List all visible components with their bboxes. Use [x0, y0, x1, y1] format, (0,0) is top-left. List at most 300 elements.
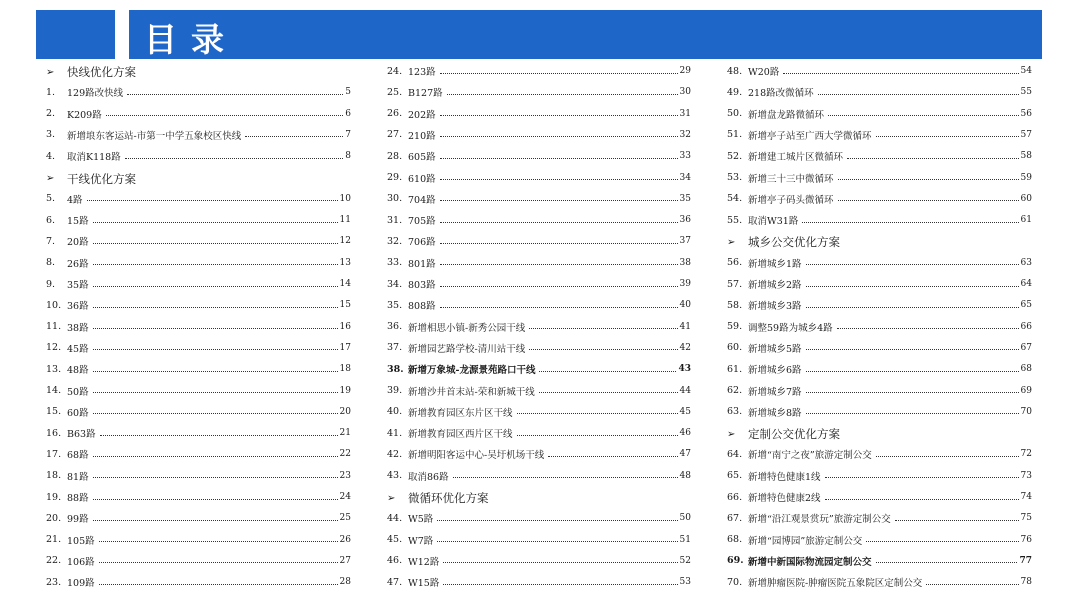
entry-label: 210路	[408, 130, 436, 142]
entry-page-number: 56	[1020, 108, 1032, 119]
entry-label: 新增园艺路学校-清川站干线	[408, 343, 526, 355]
entry-number: 32.	[387, 235, 403, 247]
entry-page-number: 5	[345, 87, 351, 98]
entry-number: 4.	[46, 150, 56, 162]
section-label: 干线优化方案	[67, 171, 136, 186]
toc-entry[interactable]	[387, 360, 691, 378]
entry-label: 81路	[67, 471, 89, 483]
entry-label: 调整59路为城乡4路	[748, 322, 833, 334]
entry-number: 57.	[727, 278, 743, 290]
entry-number: 1.	[46, 86, 56, 98]
entry-page-number: 68	[1020, 364, 1032, 375]
entry-page-number: 75	[1020, 513, 1032, 524]
entry-number: 25.	[387, 86, 403, 98]
dot-leader	[517, 435, 678, 436]
toc-entry[interactable]	[46, 445, 351, 463]
toc-entry[interactable]	[727, 62, 1032, 80]
entry-number: 22.	[46, 555, 62, 567]
toc-entry[interactable]	[387, 318, 691, 336]
entry-label: 新增城乡6路	[748, 365, 802, 377]
entry-number: 41.	[387, 427, 403, 439]
dot-leader	[93, 243, 338, 244]
entry-label: 新增“园博园”旅游定制公交	[748, 535, 863, 547]
toc-entry[interactable]	[727, 105, 1032, 123]
entry-number: 61.	[727, 363, 743, 375]
entry-page-number: 77	[1019, 555, 1032, 566]
entry-number: 35.	[387, 299, 403, 311]
dot-leader	[125, 158, 344, 159]
entry-page-number: 61	[1020, 215, 1032, 226]
entry-page-number: 37	[679, 236, 691, 247]
entry-label: W12路	[408, 556, 440, 568]
toc-entry[interactable]	[46, 190, 351, 208]
entry-page-number: 54	[1020, 66, 1032, 76]
entry-label: 20路	[67, 237, 89, 249]
entry-label: 36路	[67, 301, 89, 313]
toc-entry[interactable]	[46, 211, 351, 229]
dot-leader	[93, 222, 338, 223]
entry-label: 45路	[67, 343, 89, 355]
entry-label: W7路	[408, 535, 434, 547]
entry-number: 28.	[387, 150, 403, 162]
entry-page-number: 64	[1020, 279, 1032, 289]
dot-leader	[806, 371, 1019, 372]
entry-number: 64.	[727, 448, 743, 460]
entry-number: 52.	[727, 150, 743, 162]
dot-leader	[437, 520, 677, 521]
entry-number: 60.	[727, 342, 743, 354]
entry-number: 20.	[46, 512, 62, 524]
toc-entry[interactable]	[387, 424, 691, 442]
dot-leader	[806, 349, 1019, 350]
toc-entry[interactable]	[387, 552, 691, 570]
section-heading	[46, 169, 351, 189]
toc-entry[interactable]	[46, 403, 351, 421]
entry-number: 47.	[387, 576, 403, 588]
arrow-bullet-icon: ➢	[46, 66, 55, 78]
dot-leader	[93, 371, 338, 372]
toc-entry[interactable]	[46, 339, 351, 357]
entry-page-number: 29	[679, 66, 691, 76]
toc-entry[interactable]	[727, 509, 1032, 527]
entry-label: 新增教育园区西片区干线	[408, 429, 513, 441]
toc-entry[interactable]	[387, 147, 691, 165]
entry-page-number: 40	[679, 300, 691, 311]
dot-leader	[876, 456, 1019, 457]
entry-page-number: 73	[1020, 470, 1032, 481]
entry-page-number: 31	[679, 108, 691, 119]
toc-entry[interactable]	[387, 254, 691, 272]
page-title: 目录	[144, 20, 238, 59]
entry-page-number: 53	[679, 577, 691, 588]
dot-leader	[99, 584, 338, 585]
toc-entry[interactable]	[387, 275, 691, 293]
dot-leader	[806, 264, 1019, 265]
dot-leader	[806, 307, 1019, 308]
dot-leader	[93, 456, 338, 457]
dot-leader	[93, 328, 338, 329]
dot-leader	[440, 179, 678, 180]
toc-entry[interactable]	[46, 105, 351, 123]
entry-number: 8.	[46, 257, 56, 269]
entry-number: 70.	[727, 576, 743, 588]
entry-page-number: 12	[339, 236, 351, 247]
entry-label: 新增特色健康1线	[748, 471, 821, 483]
dot-leader	[93, 264, 338, 265]
toc-entry[interactable]	[387, 169, 691, 187]
entry-page-number: 57	[1020, 129, 1032, 140]
entry-label: 新增“南宁之夜”旅游定制公交	[748, 450, 872, 462]
entry-label: 803路	[408, 280, 436, 291]
entry-page-number: 17	[339, 342, 351, 353]
toc-entry[interactable]	[727, 552, 1032, 570]
entry-number: 12.	[46, 342, 62, 354]
entry-label: 新增肿瘤医院-肿瘤医院五象院区定制公交	[748, 578, 923, 590]
entry-label: 新增亭子码头微循环	[748, 194, 834, 206]
entry-number: 40.	[387, 406, 403, 418]
dot-leader	[440, 200, 678, 201]
entry-number: 13.	[46, 363, 62, 375]
dot-leader	[93, 307, 338, 308]
entry-page-number: 19	[339, 385, 351, 396]
toc-entry[interactable]	[387, 467, 691, 485]
entry-page-number: 16	[339, 321, 351, 332]
dot-leader	[806, 392, 1019, 393]
toc-entry[interactable]	[727, 318, 1032, 336]
entry-number: 54.	[727, 193, 743, 205]
entry-number: 27.	[387, 129, 403, 141]
entry-number: 69.	[727, 555, 744, 567]
entry-page-number: 39	[679, 279, 691, 289]
entry-page-number: 72	[1020, 449, 1032, 460]
header-banner	[36, 10, 1042, 59]
entry-number: 24.	[387, 65, 403, 77]
dot-leader	[802, 222, 1018, 223]
toc-entry[interactable]	[46, 147, 351, 165]
entry-number: 11.	[46, 321, 62, 333]
toc-entry[interactable]	[727, 190, 1032, 208]
entry-number: 53.	[727, 172, 743, 183]
entry-label: 123路	[408, 67, 436, 78]
toc-entry[interactable]	[46, 318, 351, 336]
entry-label: 704路	[408, 194, 436, 206]
entry-label: 新增建工城片区微循环	[748, 152, 844, 164]
arrow-bullet-icon: ➢	[46, 173, 55, 184]
entry-number: 43.	[387, 470, 403, 482]
toc-entry[interactable]	[387, 83, 691, 101]
dot-leader	[93, 286, 338, 287]
entry-label: W15路	[408, 578, 440, 590]
dot-leader	[443, 584, 677, 585]
entry-number: 49.	[727, 86, 743, 98]
entry-label: 新增“沿江观景赏玩”旅游定制公交	[748, 514, 891, 526]
dot-leader	[440, 158, 678, 159]
entry-number: 34.	[387, 278, 403, 290]
entry-label: 705路	[408, 216, 436, 228]
dot-leader	[539, 392, 678, 393]
toc-entry[interactable]	[387, 105, 691, 123]
entry-page-number: 11	[339, 215, 351, 226]
entry-label: 48路	[67, 365, 89, 377]
entry-label: 605路	[408, 152, 436, 164]
entry-label: K209路	[67, 109, 102, 121]
entry-label: 808路	[408, 301, 436, 313]
entry-page-number: 74	[1020, 492, 1032, 502]
entry-number: 7.	[46, 235, 56, 247]
toc-entry[interactable]	[387, 531, 691, 549]
dot-leader	[93, 392, 338, 393]
toc-entry[interactable]	[727, 147, 1032, 165]
entry-page-number: 76	[1020, 534, 1032, 545]
entry-label: 新增埌东客运站-市第一中学五象校区快线	[67, 130, 242, 142]
toc-entry[interactable]	[727, 275, 1032, 293]
entry-label: 新增教育园区东片区干线	[408, 407, 513, 419]
dot-leader	[838, 179, 1019, 180]
entry-page-number: 22	[339, 449, 351, 460]
entry-label: 新增相思小镇-新秀公园干线	[408, 322, 526, 334]
toc-entry[interactable]	[46, 232, 351, 250]
toc-entry[interactable]	[727, 296, 1032, 314]
entry-label: 新增三十三中微循环	[748, 173, 834, 185]
dot-leader	[447, 94, 678, 95]
entry-number: 26.	[387, 108, 403, 120]
entry-number: 6.	[46, 214, 56, 226]
dot-leader	[440, 243, 678, 244]
entry-number: 29.	[387, 172, 403, 183]
dot-leader	[895, 520, 1019, 521]
toc-entry[interactable]	[727, 573, 1032, 591]
toc-entry[interactable]	[727, 339, 1032, 357]
entry-label: W5路	[408, 514, 434, 526]
dot-leader	[245, 136, 343, 137]
entry-number: 63.	[727, 406, 743, 418]
dot-leader	[93, 349, 338, 350]
dot-leader	[106, 115, 344, 116]
entry-label: 4路	[67, 194, 83, 206]
entry-number: 36.	[387, 321, 403, 333]
entry-page-number: 50	[679, 513, 691, 524]
toc-entry[interactable]	[727, 83, 1032, 101]
toc-entry[interactable]	[727, 488, 1032, 506]
entry-number: 55.	[727, 214, 743, 226]
dot-leader	[440, 264, 678, 265]
entry-label: 801路	[408, 258, 436, 270]
toc-entry[interactable]	[387, 339, 691, 357]
toc-entry[interactable]	[727, 531, 1032, 549]
dot-leader	[440, 136, 678, 137]
entry-number: 45.	[387, 534, 403, 546]
dot-leader	[837, 328, 1019, 329]
entry-label: 202路	[408, 109, 436, 121]
entry-number: 33.	[387, 257, 403, 269]
dot-leader	[453, 477, 678, 478]
entry-page-number: 6	[345, 108, 351, 119]
entry-number: 9.	[46, 278, 56, 290]
toc-entry[interactable]	[46, 296, 351, 314]
entry-label: 新增盘龙路微循环	[748, 109, 825, 121]
dot-leader	[806, 413, 1019, 414]
dot-leader	[99, 541, 338, 542]
entry-page-number: 13	[339, 257, 351, 268]
entry-label: 60路	[67, 407, 89, 419]
entry-number: 50.	[727, 108, 743, 120]
entry-number: 18.	[46, 470, 62, 482]
toc-entry[interactable]	[727, 169, 1032, 187]
entry-label: 新增城乡1路	[748, 258, 802, 270]
toc-entry[interactable]	[727, 126, 1032, 144]
dot-leader	[828, 115, 1019, 116]
entry-page-number: 33	[679, 151, 691, 162]
entry-page-number: 52	[679, 555, 691, 566]
entry-page-number: 18	[339, 364, 351, 375]
entry-page-number: 59	[1020, 172, 1032, 183]
entry-number: 56.	[727, 257, 743, 269]
entry-number: 37.	[387, 342, 403, 354]
toc-entry[interactable]	[46, 83, 351, 101]
toc-entry[interactable]	[727, 211, 1032, 229]
entry-page-number: 69	[1020, 385, 1032, 396]
toc-entry[interactable]	[46, 509, 351, 527]
toc-entry[interactable]	[387, 126, 691, 144]
entry-label: 新增城乡5路	[748, 343, 802, 355]
toc-entry[interactable]	[46, 552, 351, 570]
dot-leader	[93, 520, 338, 521]
entry-label: 26路	[67, 258, 89, 270]
toc-entry[interactable]	[46, 424, 351, 442]
dot-leader	[87, 200, 338, 201]
dot-leader	[437, 541, 677, 542]
entry-number: 38.	[387, 363, 404, 375]
entry-page-number: 35	[679, 193, 691, 204]
entry-label: 新增城乡3路	[748, 301, 802, 313]
entry-number: 66.	[727, 491, 743, 503]
toc-entry[interactable]	[387, 296, 691, 314]
entry-page-number: 14	[339, 279, 351, 289]
toc-entry[interactable]	[727, 382, 1032, 400]
entry-number: 15.	[46, 406, 62, 418]
dot-leader	[440, 73, 678, 74]
entry-label: 新增城乡8路	[748, 407, 802, 419]
entry-label: 取消86路	[408, 471, 449, 483]
toc-entry[interactable]	[387, 62, 691, 80]
section-heading	[46, 62, 351, 82]
toc-entry[interactable]	[46, 275, 351, 293]
dot-leader	[443, 562, 677, 563]
toc-entry[interactable]	[387, 509, 691, 527]
entry-page-number: 45	[679, 406, 691, 417]
toc-entry[interactable]	[727, 360, 1032, 378]
dot-leader	[93, 499, 338, 500]
header-accent-block	[36, 10, 115, 59]
entry-page-number: 41	[679, 321, 691, 332]
entry-page-number: 7	[345, 129, 351, 140]
dot-leader	[783, 73, 1018, 74]
toc-entry[interactable]	[727, 254, 1032, 272]
arrow-bullet-icon: ➢	[727, 428, 736, 440]
entry-number: 48.	[727, 65, 743, 77]
entry-label: 15路	[67, 216, 89, 228]
entry-label: 新增城乡2路	[748, 280, 802, 291]
entry-page-number: 44	[679, 385, 691, 396]
toc-entry[interactable]	[387, 403, 691, 421]
arrow-bullet-icon: ➢	[387, 492, 396, 504]
entry-label: B63路	[67, 429, 96, 441]
entry-label: 新增城乡7路	[748, 386, 802, 398]
entry-number: 42.	[387, 448, 403, 460]
toc-entry[interactable]	[727, 467, 1032, 485]
dot-leader	[93, 413, 338, 414]
entry-page-number: 65	[1020, 300, 1032, 311]
dot-leader	[825, 477, 1019, 478]
entry-page-number: 15	[339, 300, 351, 311]
section-heading	[727, 232, 1032, 252]
section-label: 定制公交优化方案	[748, 427, 840, 442]
toc-entry[interactable]	[46, 467, 351, 485]
dot-leader	[847, 158, 1019, 159]
toc-entry[interactable]	[46, 360, 351, 378]
section-label: 微循环优化方案	[408, 491, 489, 505]
entry-page-number: 46	[679, 428, 691, 439]
dot-leader	[440, 222, 678, 223]
entry-number: 10.	[46, 299, 62, 311]
toc-entry[interactable]	[387, 382, 691, 400]
toc-entry[interactable]	[727, 403, 1032, 421]
entry-page-number: 63	[1020, 257, 1032, 268]
toc-entry[interactable]	[46, 488, 351, 506]
toc-entry[interactable]	[727, 445, 1032, 463]
dot-leader	[539, 371, 676, 372]
entry-label: 106路	[67, 556, 95, 568]
toc-entry[interactable]	[387, 211, 691, 229]
toc-entry[interactable]	[46, 382, 351, 400]
entry-label: 105路	[67, 535, 95, 547]
entry-page-number: 8	[345, 151, 351, 162]
arrow-bullet-icon: ➢	[727, 236, 736, 248]
toc-entry[interactable]	[46, 573, 351, 591]
entry-page-number: 55	[1020, 87, 1032, 98]
entry-page-number: 24	[339, 492, 351, 502]
dot-leader	[926, 584, 1018, 585]
dot-leader	[517, 413, 678, 414]
entry-number: 3.	[46, 129, 56, 141]
entry-label: 706路	[408, 237, 436, 249]
entry-number: 23.	[46, 576, 62, 588]
entry-page-number: 78	[1020, 577, 1032, 588]
dot-leader	[876, 562, 1018, 563]
toc-entry[interactable]	[387, 445, 691, 463]
toc-entry[interactable]	[46, 531, 351, 549]
entry-label: 68路	[67, 450, 89, 462]
toc-entry[interactable]	[46, 126, 351, 144]
entry-label: 新增亭子站至广西大学微循环	[748, 130, 872, 142]
entry-label: 新增万象城-龙源景苑路口干线	[408, 365, 536, 377]
dot-leader	[127, 94, 343, 95]
entry-page-number: 48	[679, 470, 691, 481]
section-heading	[387, 488, 691, 508]
entry-page-number: 70	[1020, 406, 1032, 417]
dot-leader	[818, 94, 1019, 95]
toc-entry[interactable]	[46, 254, 351, 272]
dot-leader	[838, 200, 1019, 201]
entry-page-number: 60	[1020, 193, 1032, 204]
entry-label: 99路	[67, 514, 89, 526]
toc-entry[interactable]	[387, 190, 691, 208]
dot-leader	[440, 115, 678, 116]
toc-entry[interactable]	[387, 232, 691, 250]
toc-entry[interactable]	[387, 573, 691, 591]
entry-label: 88路	[67, 493, 89, 504]
entry-number: 58.	[727, 299, 743, 311]
